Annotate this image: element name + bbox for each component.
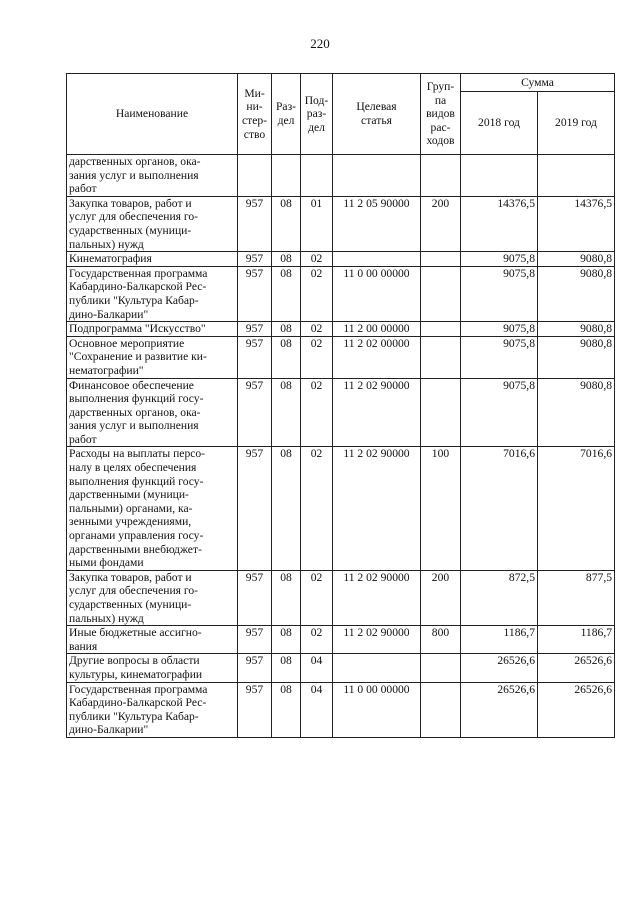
- header-section: Раз- дел: [272, 74, 301, 155]
- cell-sum-2018: 26526,6: [461, 654, 538, 682]
- cell-sum-2019: 9080,8: [538, 322, 615, 337]
- cell-sum-2019: 26526,6: [538, 654, 615, 682]
- cell-name: Закупка товаров, работ и услуг для обеспечения го- сударственных (муници- пальных) нужд: [67, 196, 238, 251]
- cell-target: 11 2 05 90000: [333, 196, 421, 251]
- cell-subsection: [301, 155, 333, 197]
- cell-sum-2019: 14376,5: [538, 196, 615, 251]
- cell-sum-2018: 26526,6: [461, 682, 538, 737]
- page-number: 220: [310, 36, 330, 51]
- cell-target: 11 0 00 00000: [333, 682, 421, 737]
- cell-target: 11 0 00 00000: [333, 266, 421, 321]
- cell-name: Подпрограмма "Искусство": [67, 322, 238, 337]
- cell-subsection: 02: [301, 252, 333, 267]
- cell-sum-2019: 877,5: [538, 570, 615, 625]
- cell-expense-group: 200: [421, 196, 461, 251]
- cell-target: [333, 252, 421, 267]
- cell-name: дарственных органов, ока- зания услуг и выполнения работ: [67, 155, 238, 197]
- cell-ministry: 957: [238, 252, 272, 267]
- cell-section: 08: [272, 447, 301, 570]
- cell-ministry: 957: [238, 266, 272, 321]
- header-ministry: Ми- ни- стер- ство: [238, 74, 272, 155]
- cell-sum-2019: 26526,6: [538, 682, 615, 737]
- cell-sum-2018: 9075,8: [461, 252, 538, 267]
- header-subsection: Под- раз- дел: [301, 74, 333, 155]
- cell-expense-group: [421, 266, 461, 321]
- cell-expense-group: 100: [421, 447, 461, 570]
- cell-subsection: 02: [301, 266, 333, 321]
- cell-ministry: 957: [238, 626, 272, 654]
- header-year-2019: 2019 год: [538, 92, 615, 155]
- cell-target: 11 2 00 00000: [333, 322, 421, 337]
- cell-expense-group: [421, 654, 461, 682]
- cell-sum-2018: 14376,5: [461, 196, 538, 251]
- cell-ministry: 957: [238, 322, 272, 337]
- table-row: [67, 682, 615, 737]
- cell-section: 08: [272, 570, 301, 625]
- cell-sum-2018: 9075,8: [461, 322, 538, 337]
- header-name: Наименование: [67, 74, 238, 155]
- cell-ministry: 957: [238, 378, 272, 447]
- cell-section: 08: [272, 322, 301, 337]
- cell-name: Иные бюджетные ассигно- вания: [67, 626, 238, 654]
- cell-ministry: 957: [238, 654, 272, 682]
- cell-sum-2019: 1186,7: [538, 626, 615, 654]
- cell-name: Кинематография: [67, 252, 238, 267]
- table-row: [67, 266, 615, 321]
- table-row: [67, 155, 615, 197]
- cell-sum-2018: 9075,8: [461, 336, 538, 378]
- table-row: [67, 447, 615, 570]
- cell-target: [333, 654, 421, 682]
- header-expense-group: Груп- па видов рас- ходов: [421, 74, 461, 155]
- header-target: Целевая статья: [333, 74, 421, 155]
- cell-ministry: 957: [238, 570, 272, 625]
- table-row: [67, 570, 615, 625]
- cell-expense-group: [421, 336, 461, 378]
- cell-subsection: 02: [301, 626, 333, 654]
- cell-section: 08: [272, 378, 301, 447]
- table-row: [67, 626, 615, 654]
- cell-section: 08: [272, 266, 301, 321]
- cell-subsection: 02: [301, 336, 333, 378]
- cell-target: 11 2 02 90000: [333, 570, 421, 625]
- cell-sum-2018: 7016,6: [461, 447, 538, 570]
- cell-ministry: 957: [238, 196, 272, 251]
- table-row: [67, 196, 615, 251]
- cell-ministry: 957: [238, 682, 272, 737]
- cell-subsection: 04: [301, 682, 333, 737]
- cell-section: 08: [272, 196, 301, 251]
- budget-table: [66, 73, 615, 738]
- table-row: [67, 654, 615, 682]
- cell-section: [272, 155, 301, 197]
- cell-expense-group: [421, 682, 461, 737]
- cell-subsection: 02: [301, 322, 333, 337]
- cell-name: Финансовое обеспечение выполнения функций госу- дарственных органов, ока- зания услуг и выполнения работ: [67, 378, 238, 447]
- cell-section: 08: [272, 336, 301, 378]
- cell-section: 08: [272, 654, 301, 682]
- cell-name: Закупка товаров, работ и услуг для обеспечения го- сударственных (муници- пальных) нужд: [67, 570, 238, 625]
- table-row: [67, 252, 615, 267]
- cell-expense-group: 800: [421, 626, 461, 654]
- cell-expense-group: 200: [421, 570, 461, 625]
- table-header: [67, 74, 615, 155]
- cell-ministry: 957: [238, 336, 272, 378]
- cell-name: Другие вопросы в области культуры, кинематографии: [67, 654, 238, 682]
- cell-expense-group: [421, 378, 461, 447]
- cell-target: [333, 155, 421, 197]
- header-sum: Сумма: [461, 74, 615, 92]
- cell-section: 08: [272, 252, 301, 267]
- cell-sum-2019: 9080,8: [538, 378, 615, 447]
- cell-sum-2018: 9075,8: [461, 378, 538, 447]
- cell-name: Государственная программа Кабардино-Балкарской Рес- публики "Культура Кабар- дино-Балкарии": [67, 682, 238, 737]
- cell-target: 11 2 02 00000: [333, 336, 421, 378]
- cell-name: Основное мероприятие "Сохранение и развитие ки- нематографии": [67, 336, 238, 378]
- header-year-2018: 2018 год: [461, 92, 538, 155]
- cell-sum-2018: 1186,7: [461, 626, 538, 654]
- cell-sum-2019: [538, 155, 615, 197]
- cell-sum-2019: 7016,6: [538, 447, 615, 570]
- cell-sum-2018: [461, 155, 538, 197]
- cell-subsection: 02: [301, 447, 333, 570]
- cell-expense-group: [421, 155, 461, 197]
- cell-sum-2018: 872,5: [461, 570, 538, 625]
- cell-name: Расходы на выплаты персо- налу в целях обеспечения выполнения функций госу- дарственными (муници- пальными) органами, ка- зенными учреждениями, органами управления госу- дарственными внебюджет- ными фондами: [67, 447, 238, 570]
- cell-sum-2019: 9080,8: [538, 266, 615, 321]
- table-row: [67, 322, 615, 337]
- cell-target: 11 2 02 90000: [333, 626, 421, 654]
- cell-target: 11 2 02 90000: [333, 447, 421, 570]
- cell-section: 08: [272, 682, 301, 737]
- cell-sum-2018: 9075,8: [461, 266, 538, 321]
- cell-name: Государственная программа Кабардино-Балкарской Рес- публики "Культура Кабар- дино-Балкарии": [67, 266, 238, 321]
- cell-ministry: 957: [238, 447, 272, 570]
- table-body: [67, 155, 615, 738]
- cell-sum-2019: 9080,8: [538, 336, 615, 378]
- table-row: [67, 336, 615, 378]
- cell-ministry: [238, 155, 272, 197]
- cell-subsection: 01: [301, 196, 333, 251]
- table-row: [67, 378, 615, 447]
- cell-section: 08: [272, 626, 301, 654]
- cell-target: 11 2 02 90000: [333, 378, 421, 447]
- cell-subsection: 02: [301, 570, 333, 625]
- cell-subsection: 04: [301, 654, 333, 682]
- cell-subsection: 02: [301, 378, 333, 447]
- cell-expense-group: [421, 322, 461, 337]
- cell-sum-2019: 9080,8: [538, 252, 615, 267]
- cell-expense-group: [421, 252, 461, 267]
